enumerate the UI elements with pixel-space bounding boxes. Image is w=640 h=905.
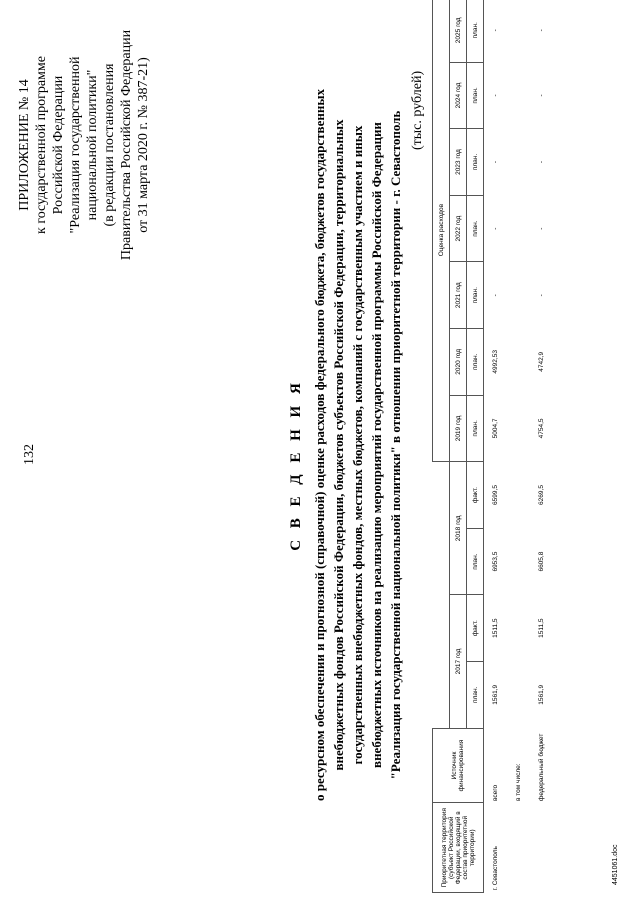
header-plan: план. [467,195,484,262]
header-year: 2019 год [450,395,467,462]
appendix-note [16,15,152,275]
cell-value [507,195,530,262]
cell-source: в том числе: [515,763,522,801]
document-title: С В Е Д Е Н И Я [288,379,304,551]
header-year: 2020 год [450,329,467,396]
header-source: Источник финансирования [433,728,484,803]
table-header-row [433,0,450,893]
cell-value [507,661,530,728]
header-spacer [433,462,450,728]
table-row [507,0,530,893]
cell-value: 1511,5 [538,618,545,638]
cell-value: 4742,9 [538,351,545,372]
cell-value [507,0,530,62]
cell-territory [507,803,530,893]
cell-value: 6599,5 [492,485,499,505]
cell-source: всего [492,784,499,801]
header-year: 2025 год [450,0,467,62]
header-plan: план. [467,129,484,196]
document-subtitle [310,45,405,845]
document-code: 4451061.doc [612,844,619,885]
appendix-line: "Реализация государственной [68,56,83,234]
table-row [530,0,553,893]
header-plan: план. [467,262,484,329]
header-year: 2017 год [450,595,467,728]
subtitle-line: государственных внебюджетных фондов, местных бюджетов, компаний с государственным участием и иных [350,125,365,765]
header-plan: план. [467,395,484,462]
table-row [484,0,508,893]
cell-value [507,528,530,595]
cell-value: - [492,227,499,230]
cell-value: - [538,29,545,32]
cell-value: 6953,5 [492,551,499,572]
subtitle-line: внебюджетных источников на реализацию мероприятий государственной программы Российской Федерации [369,122,384,768]
appendix-line: от 31 марта 2020 г. № 387-21) [136,57,151,233]
header-plan: план. [467,329,484,396]
appendix-line: (в редакции постановления [102,63,117,227]
header-territory: Приоритетная территория (субъект Российской Федерации, входящий в состав приоритетной территории) [433,803,484,893]
cell-value: 6269,5 [538,485,545,505]
cell-value: 1561,9 [538,684,545,705]
header-plan: план. [467,661,484,728]
cell-value: - [538,294,545,297]
header-year: 2022 год [450,195,467,262]
header-plan: план. [467,528,484,595]
cell-territory [530,803,553,893]
cell-value: - [492,294,499,297]
cell-value: 1561,9 [492,684,499,705]
cell-value: 6605,8 [538,551,545,572]
appendix-line: Правительства Российской Федерации [119,29,134,261]
cell-value: - [492,94,499,97]
cell-value: - [492,29,499,32]
header-fact: факт. [467,462,484,529]
cell-value: 5004,7 [492,418,499,439]
header-year: 2023 год [450,129,467,196]
subtitle-line: "Реализация государственной национальной политики" в отношении приоритетной территории - г. Севастополь [388,110,403,780]
subtitle-line: внебюджетных фондов Российской Федерации, бюджетов субъектов Российской Федерации, территориальных [331,119,346,771]
header-year: 2024 год [450,62,467,129]
appendix-line: национальной политики" [85,69,100,221]
cell-territory: г. Севастополь [492,846,499,891]
header-estimate: Оценка расходов [433,0,450,462]
cell-value: - [538,227,545,230]
cell-value: - [538,94,545,97]
appendix-line: ПРИЛОЖЕНИЕ № 14 [17,79,32,211]
appendix-line: к государственной программе [34,56,49,234]
header-plan: план. [467,62,484,129]
cell-value [507,329,530,396]
cell-value [507,262,530,329]
header-fact: факт. [467,595,484,662]
cell-value [507,595,530,662]
cell-source: федеральный бюджет [538,733,545,801]
cell-value: 1511,5 [492,618,499,638]
header-year: 2018 год [450,462,467,595]
units-label: (тыс. рублей) [410,70,425,150]
page-number: 132 [22,444,37,465]
header-plan: план. [467,0,484,62]
expenses-table [432,0,553,893]
cell-value: - [492,160,499,164]
appendix-line: Российской Федерации [51,75,66,215]
cell-value [507,395,530,462]
subtitle-line: о ресурсном обеспечении и прогнозной (справочной) оценке расходов федерального бюджета, бюджетов государственных [312,89,327,801]
header-year: 2021 год [450,262,467,329]
cell-value: - [538,160,545,164]
cell-value: 4754,5 [538,418,545,439]
cell-value: 4992,53 [492,350,499,374]
cell-value [507,129,530,196]
cell-value [507,462,530,529]
cell-value [507,62,530,129]
